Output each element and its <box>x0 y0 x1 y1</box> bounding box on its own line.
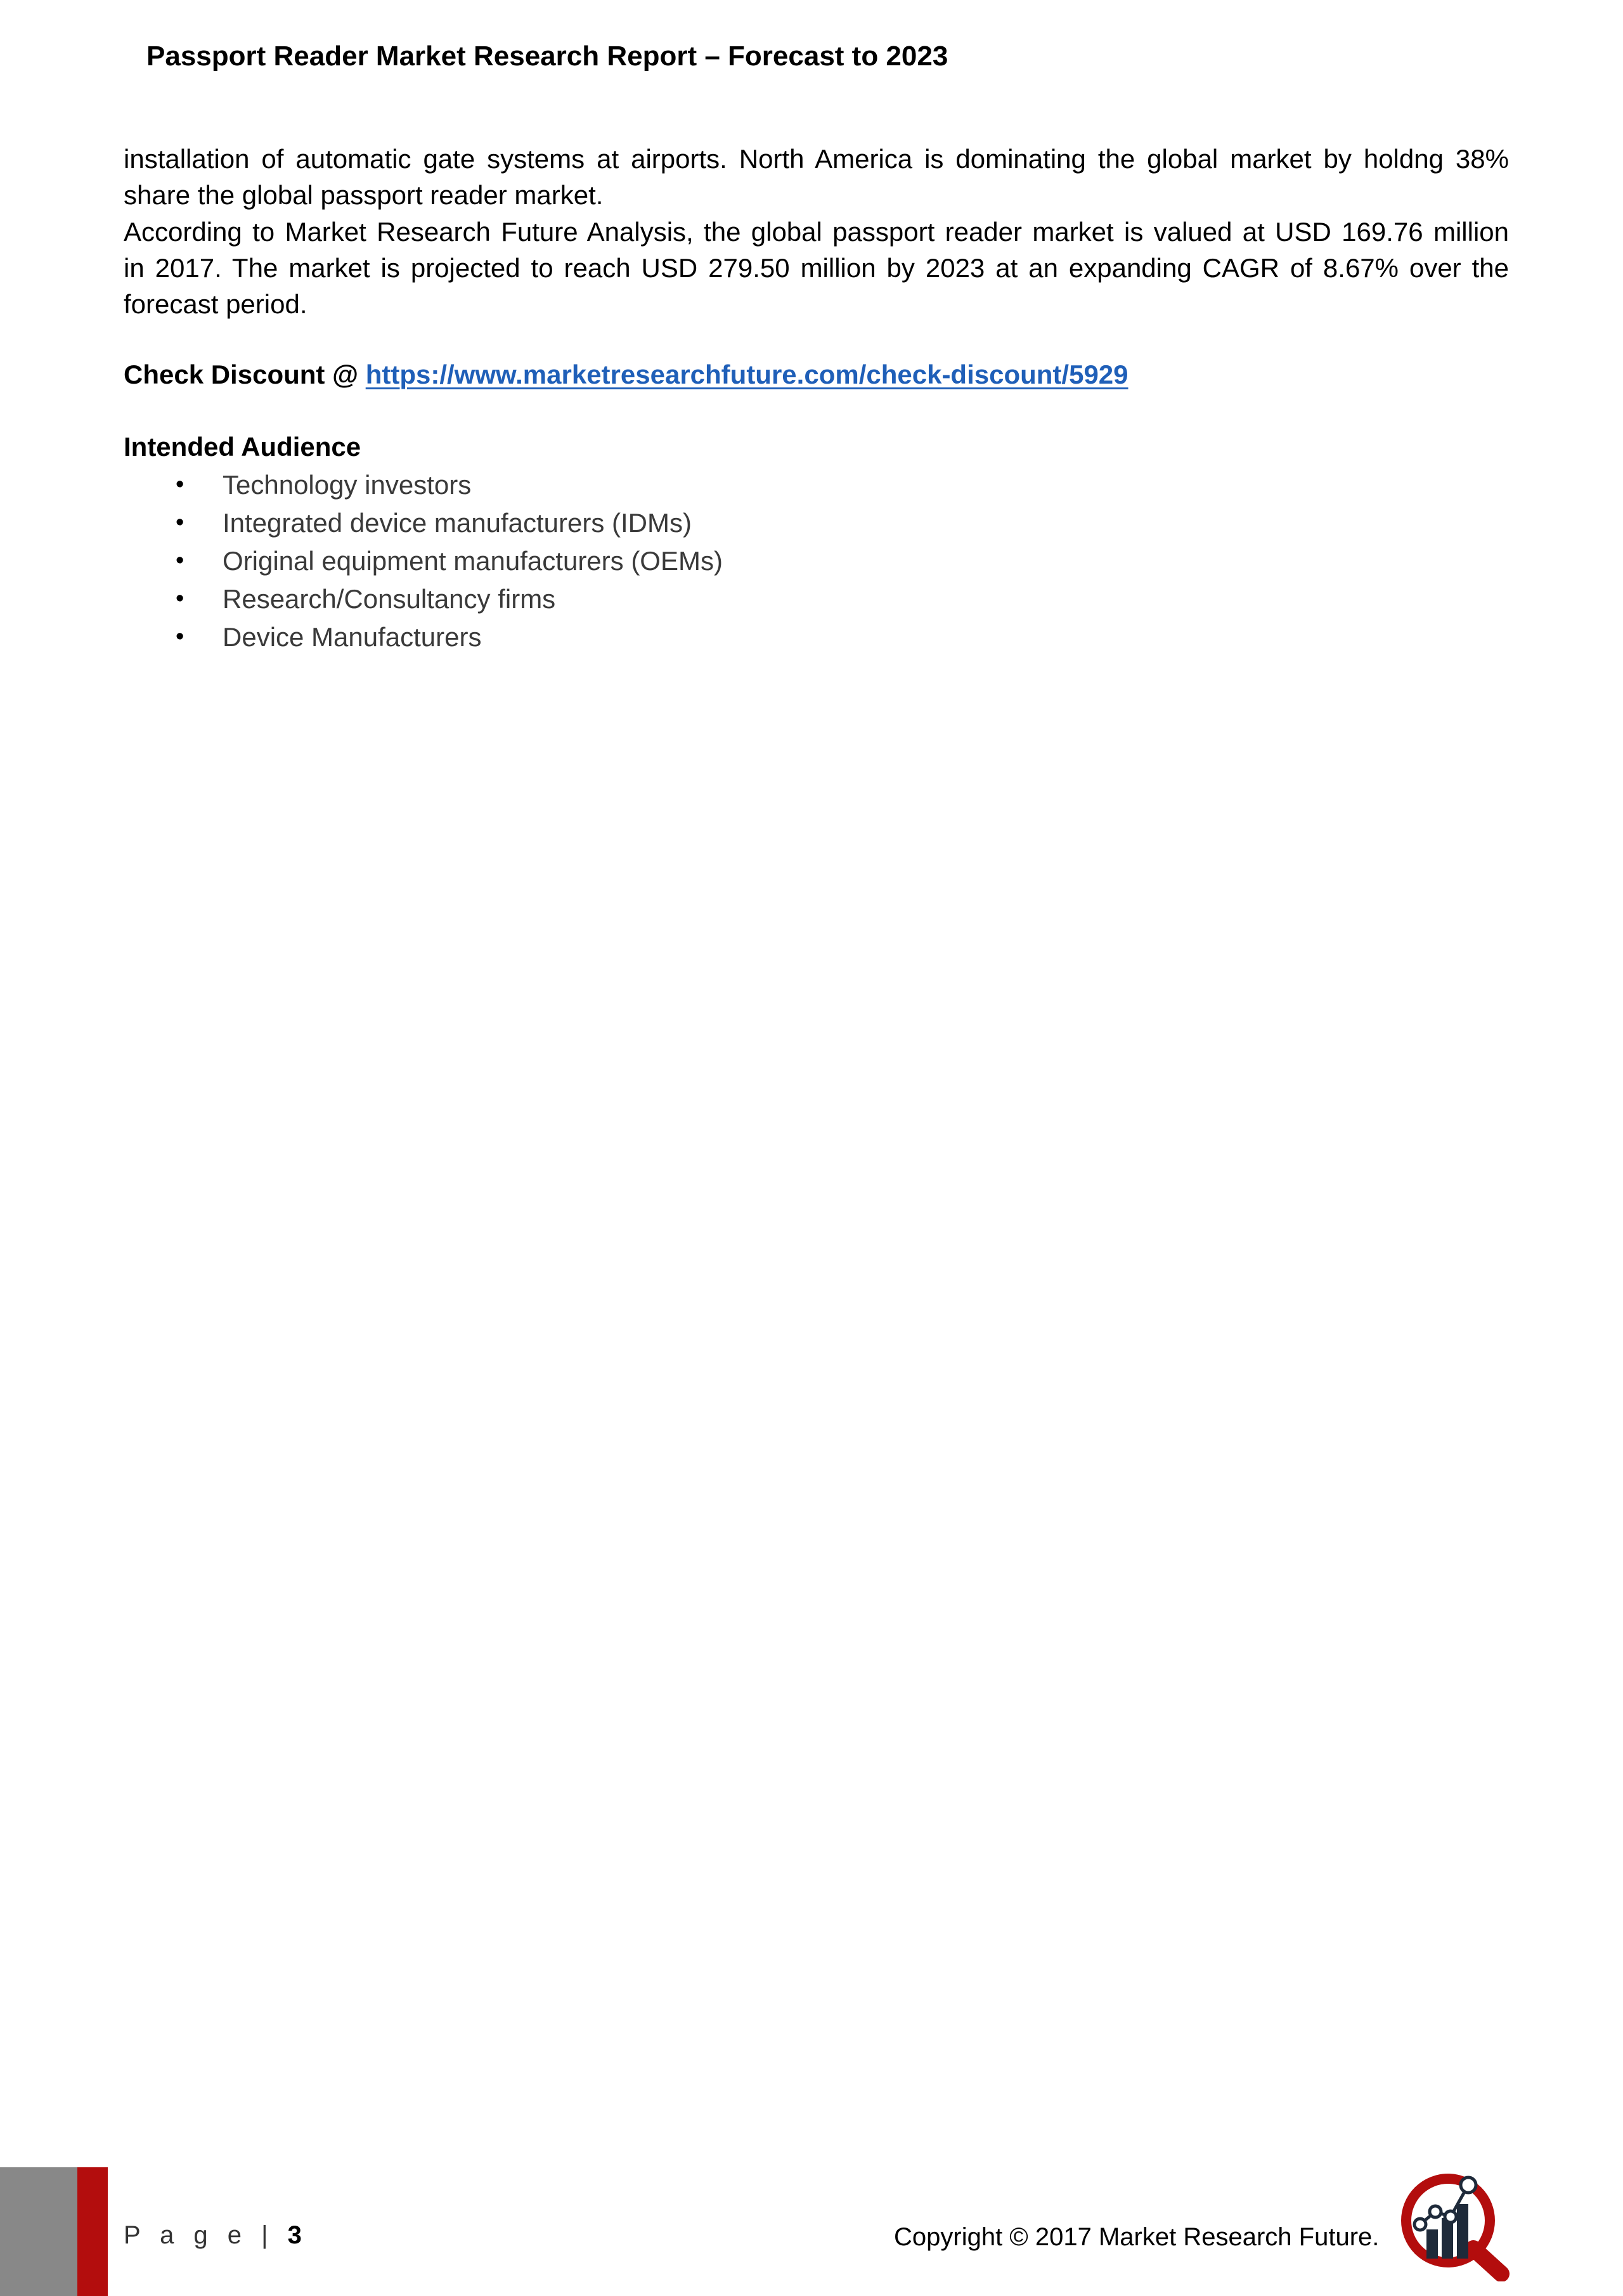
body-line-4: in 2017. The market is projected to reach USD 279.50 million by 2023 at an expanding CAGR of 8.67% over the <box>124 253 1509 283</box>
market-research-future-logo-icon <box>1395 2167 1515 2281</box>
intro-paragraph-2 <box>124 214 1509 322</box>
body-line-5: forecast period. <box>124 289 307 319</box>
body-line-3: According to Market Research Future Analysis, the global passport reader market is valued at USD 169.76 million <box>124 217 1509 247</box>
list-item-text: Integrated device manufacturers (IDMs) <box>223 508 692 538</box>
list-item-text: Original equipment manufacturers (OEMs) <box>223 546 723 576</box>
check-discount-link[interactable]: https://www.marketresearchfuture.com/check-discount/5929 <box>365 360 1128 389</box>
list-item-text: Device Manufacturers <box>223 622 482 652</box>
bullet-icon: • <box>176 509 184 536</box>
body-line-1: installation of automatic gate systems at airports. North America is dominating the global market by holdng 38% <box>124 144 1509 174</box>
bullet-icon: • <box>176 623 184 650</box>
footer-gray-bar <box>0 2167 77 2296</box>
check-discount-row <box>124 356 1128 392</box>
page-label: P a g e | <box>124 2221 288 2249</box>
list-item-text: Technology investors <box>223 470 472 500</box>
footer-red-bar <box>77 2167 108 2296</box>
intended-audience-heading: Intended Audience <box>124 432 361 462</box>
page-number-value: 3 <box>287 2221 302 2249</box>
bullet-icon: • <box>176 547 184 574</box>
bullet-icon: • <box>176 585 184 612</box>
page-header-title: Passport Reader Market Research Report – Forecast to 2023 <box>146 41 948 72</box>
copyright-text: Copyright © 2017 Market Research Future. <box>894 2223 1380 2251</box>
page-number <box>124 2219 302 2251</box>
intro-paragraph-1 <box>124 141 1509 213</box>
list-item-text: Research/Consultancy firms <box>223 584 556 614</box>
body-line-2: share the global passport reader market. <box>124 180 604 210</box>
check-discount-label: Check Discount @ <box>124 360 366 389</box>
bullet-icon: • <box>176 471 184 498</box>
